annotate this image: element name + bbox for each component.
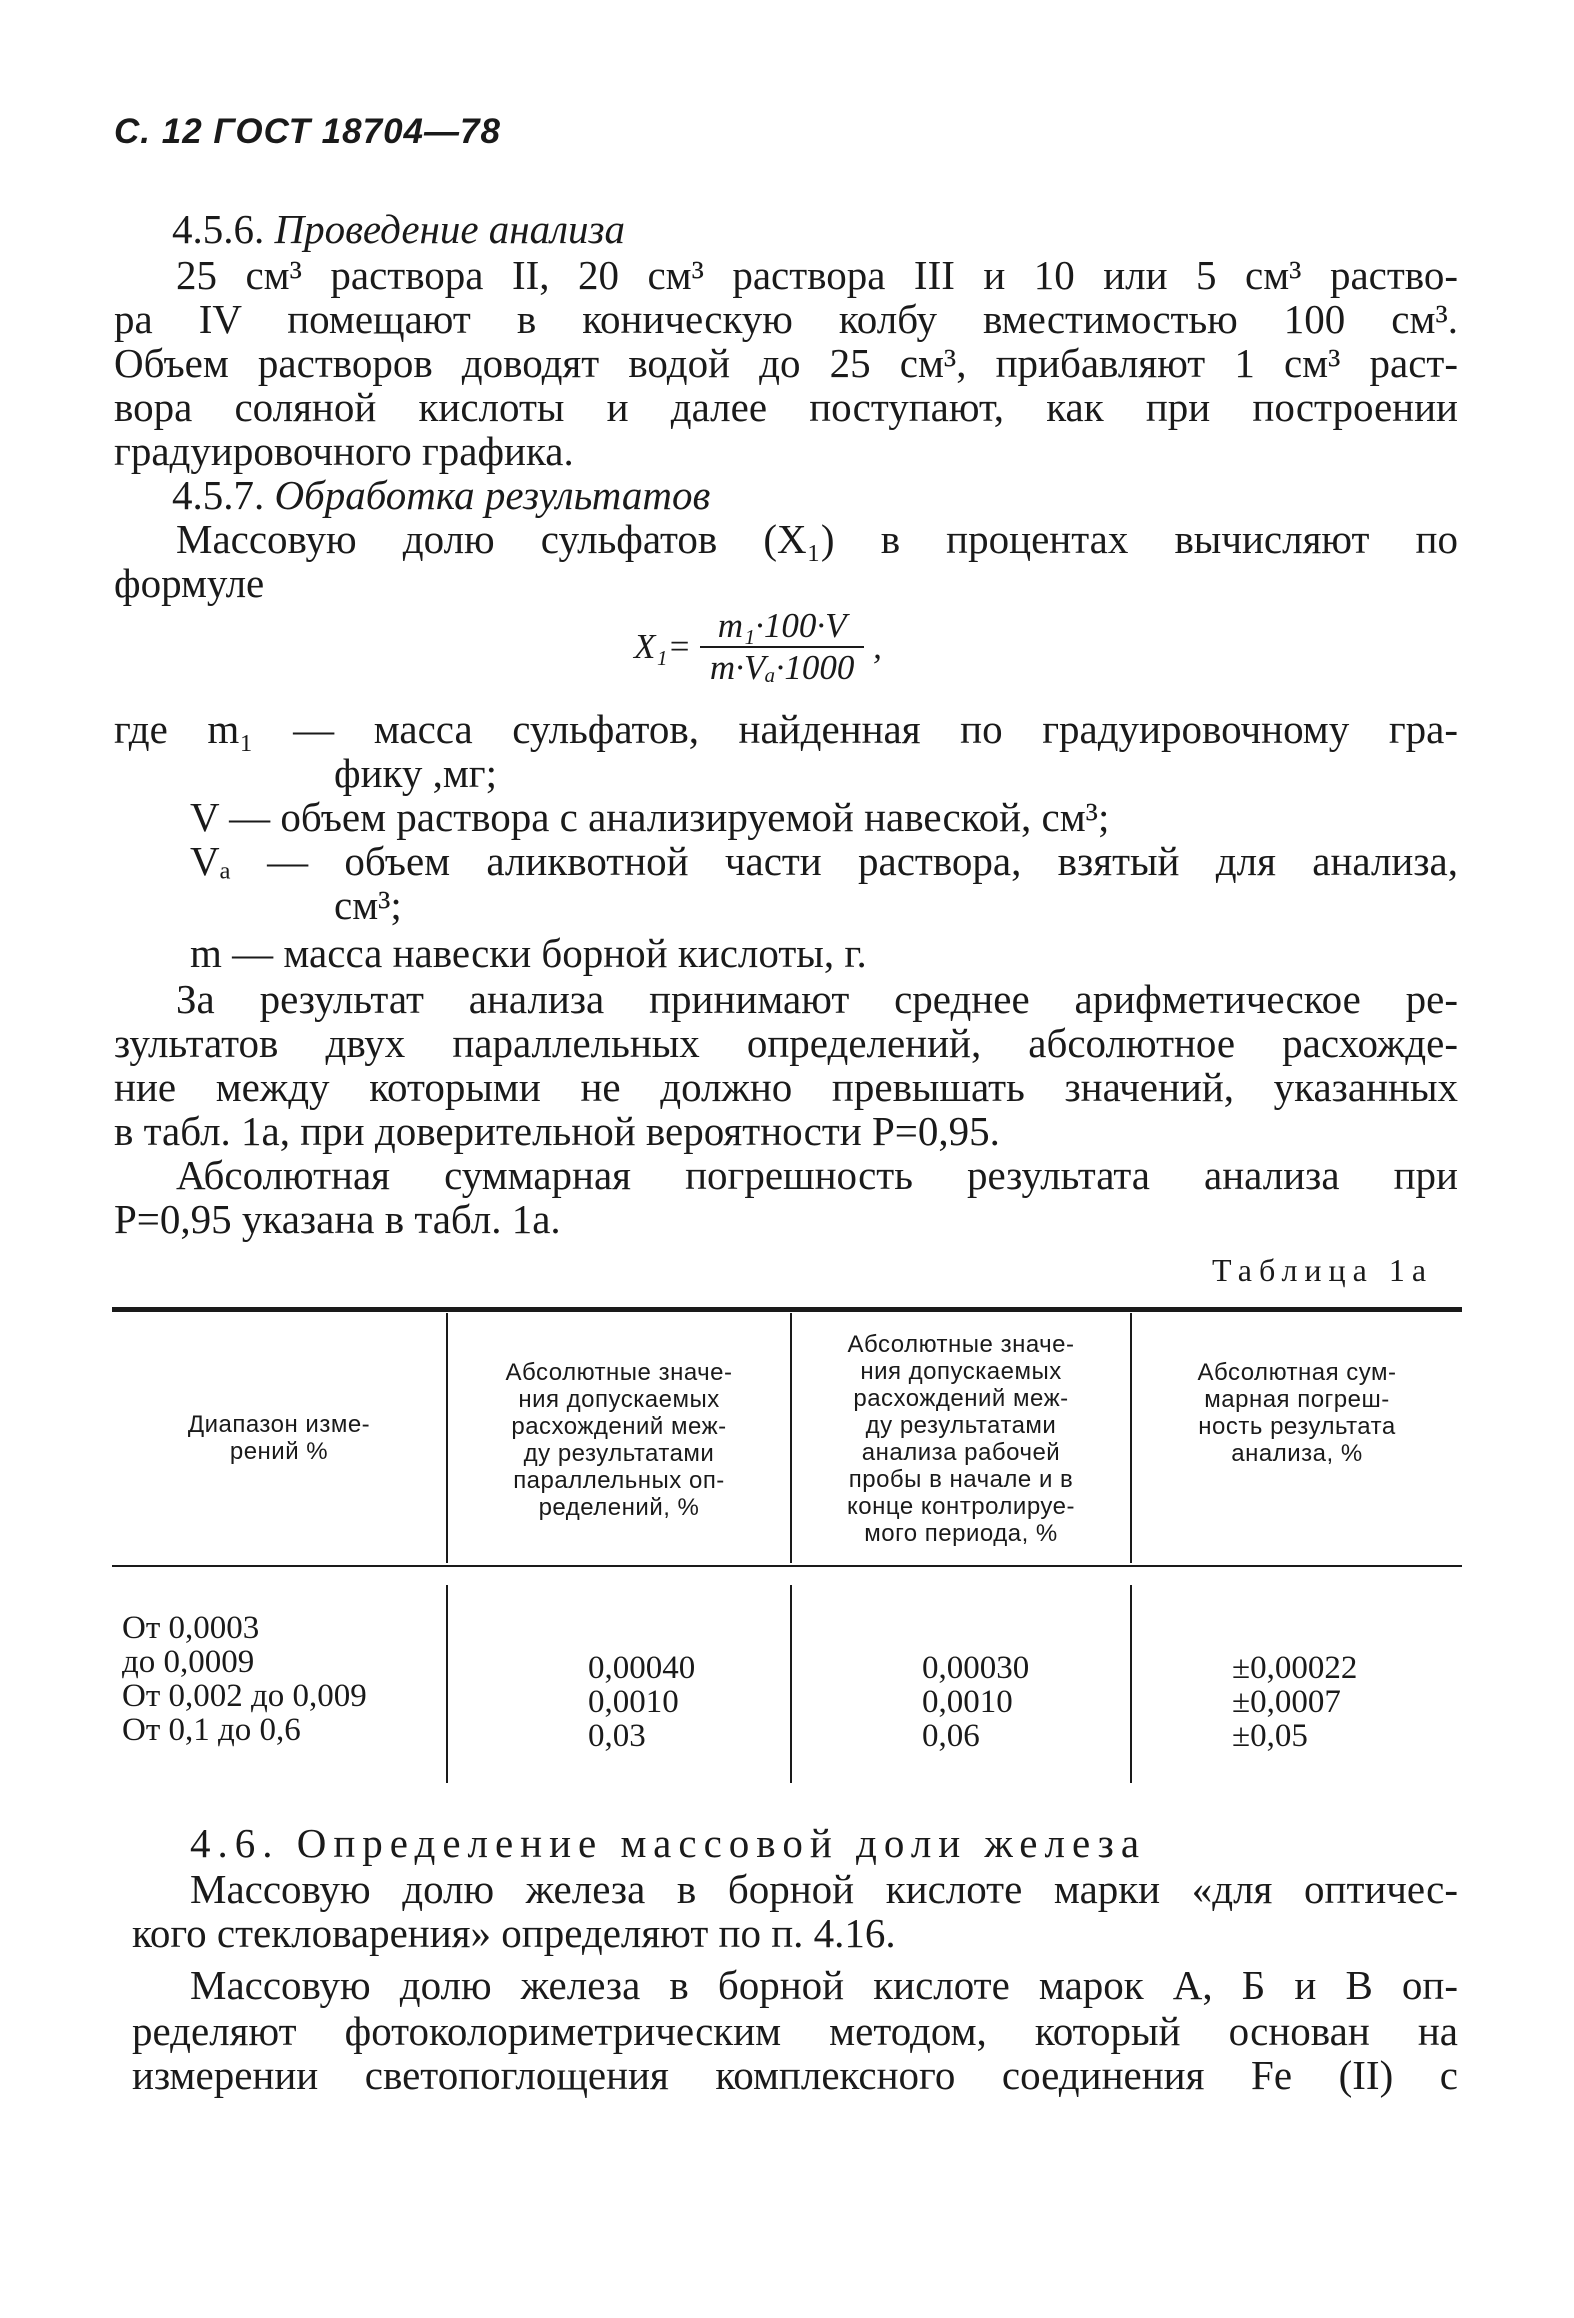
- column-header-control: Абсолютные значе- ния допускаемых расхождений меж- ду результатами анализа рабочей пробы в начале и в конце контролируе- мого периода, %: [847, 1331, 1075, 1547]
- section-number: 4.5.7.: [172, 472, 265, 518]
- table-cell-parallel: 0,03: [588, 1718, 646, 1754]
- table-cell-total-error: ±0,05: [1232, 1718, 1308, 1754]
- where-line: Vₐ — объем аликвотной части раствора, взятый для анализа,: [190, 838, 1458, 884]
- section-title: Обработка результатов: [274, 472, 711, 518]
- table-cell-total-error: ±0,0007: [1232, 1684, 1341, 1720]
- body-line: измерении светопоглощения комплексного соединения Fe (II) с: [132, 2052, 1458, 2098]
- table-cell-control: 0,00030: [922, 1650, 1030, 1686]
- column-divider: [790, 1585, 792, 1783]
- where-line: где m₁ — масса сульфатов, найденная по градуировочному гра-: [114, 706, 1458, 752]
- column-divider: [1130, 1585, 1132, 1783]
- body-line: градуировочного графика.: [114, 428, 574, 474]
- body-line: Массовую долю железа в борной кислоте марки «для оптичес-: [190, 1866, 1458, 1912]
- table-caption: Таблица 1а: [1212, 1252, 1434, 1288]
- where-line: см³;: [334, 882, 402, 928]
- body-line: P=0,95 указана в табл. 1а.: [114, 1196, 561, 1242]
- table-cell-range: От 0,1 до 0,6: [122, 1712, 301, 1748]
- formula-lhs: X₁=: [634, 627, 692, 666]
- page-header: С. 12 ГОСТ 18704—78: [114, 112, 501, 151]
- table-cell-range: От 0,002 до 0,009: [122, 1678, 367, 1714]
- body-line: ние между которыми не должно превышать значений, указанных: [114, 1064, 1458, 1110]
- section-4-5-6-heading: [172, 206, 625, 252]
- body-line: формуле: [114, 560, 265, 606]
- formula-tail: ,: [873, 627, 882, 666]
- where-line: m — масса навески борной кислоты, г.: [190, 930, 867, 976]
- body-line: вора соляной кислоты и далее поступают, как при построении: [114, 384, 1458, 430]
- where-line: фику ,мг;: [334, 750, 497, 796]
- table-cell-range: От 0,0003: [122, 1610, 260, 1646]
- table-cell-range: до 0,0009: [122, 1644, 255, 1680]
- body-line: Массовую долю железа в борной кислоте марок А, Б и В оп-: [190, 1962, 1458, 2008]
- body-line: 25 см³ раствора II, 20 см³ раствора III и 10 или 5 см³ раство-: [176, 252, 1458, 298]
- column-header-parallel: Абсолютные значе- ния допускаемых расхождений меж- ду результатами параллельных оп- ределений, %: [505, 1359, 733, 1521]
- formula-denominator: m·Vₐ·1000: [709, 648, 855, 687]
- section-4-5-7-heading: [172, 472, 710, 518]
- body-line: Массовую долю сульфатов (X₁) в процентах вычисляют по: [176, 516, 1458, 562]
- table-cell-total-error: ±0,00022: [1232, 1650, 1358, 1686]
- table-cell-control: 0,0010: [922, 1684, 1013, 1720]
- formula-fraction: [700, 606, 864, 688]
- body-line: зультатов двух параллельных определений, абсолютное расхожде-: [114, 1020, 1458, 1066]
- body-line: За результат анализа принимают среднее арифметическое ре-: [176, 976, 1458, 1022]
- table-top-rule: [112, 1307, 1462, 1312]
- body-line: Абсолютная суммарная погрешность результата анализа при: [176, 1152, 1458, 1198]
- section-number: 4.5.6.: [172, 206, 265, 252]
- section-title: Проведение анализа: [274, 206, 626, 252]
- formula-numerator: m₁·100·V: [700, 606, 864, 648]
- where-line: V — объем раствора с анализируемой навеской, см³;: [190, 794, 1110, 840]
- section-4-6-heading: 4.6. Определение массовой доли железа: [190, 1820, 1147, 1866]
- body-line: в табл. 1а, при доверительной вероятности P=0,95.: [114, 1108, 1000, 1154]
- column-header-total-error: Абсолютная сум- марная погреш- ность результата анализа, %: [1197, 1359, 1397, 1467]
- sulfate-formula: [634, 606, 882, 688]
- table-header-rule: [112, 1565, 1462, 1567]
- body-line: кого стекловарения» определяют по п. 4.16.: [132, 1910, 896, 1956]
- body-line: Объем растворов доводят водой до 25 см³, прибавляют 1 см³ раст-: [114, 340, 1458, 386]
- body-line: ра IV помещают в коническую колбу вместимостью 100 см³.: [114, 296, 1458, 342]
- body-line: ределяют фотоколориметрическим методом, который основан на: [132, 2008, 1458, 2054]
- table-cell-parallel: 0,00040: [588, 1650, 696, 1686]
- column-header-range: Диапазон изме- рений %: [187, 1411, 371, 1465]
- table-cell-parallel: 0,0010: [588, 1684, 679, 1720]
- table-cell-control: 0,06: [922, 1718, 980, 1754]
- column-divider: [446, 1585, 448, 1783]
